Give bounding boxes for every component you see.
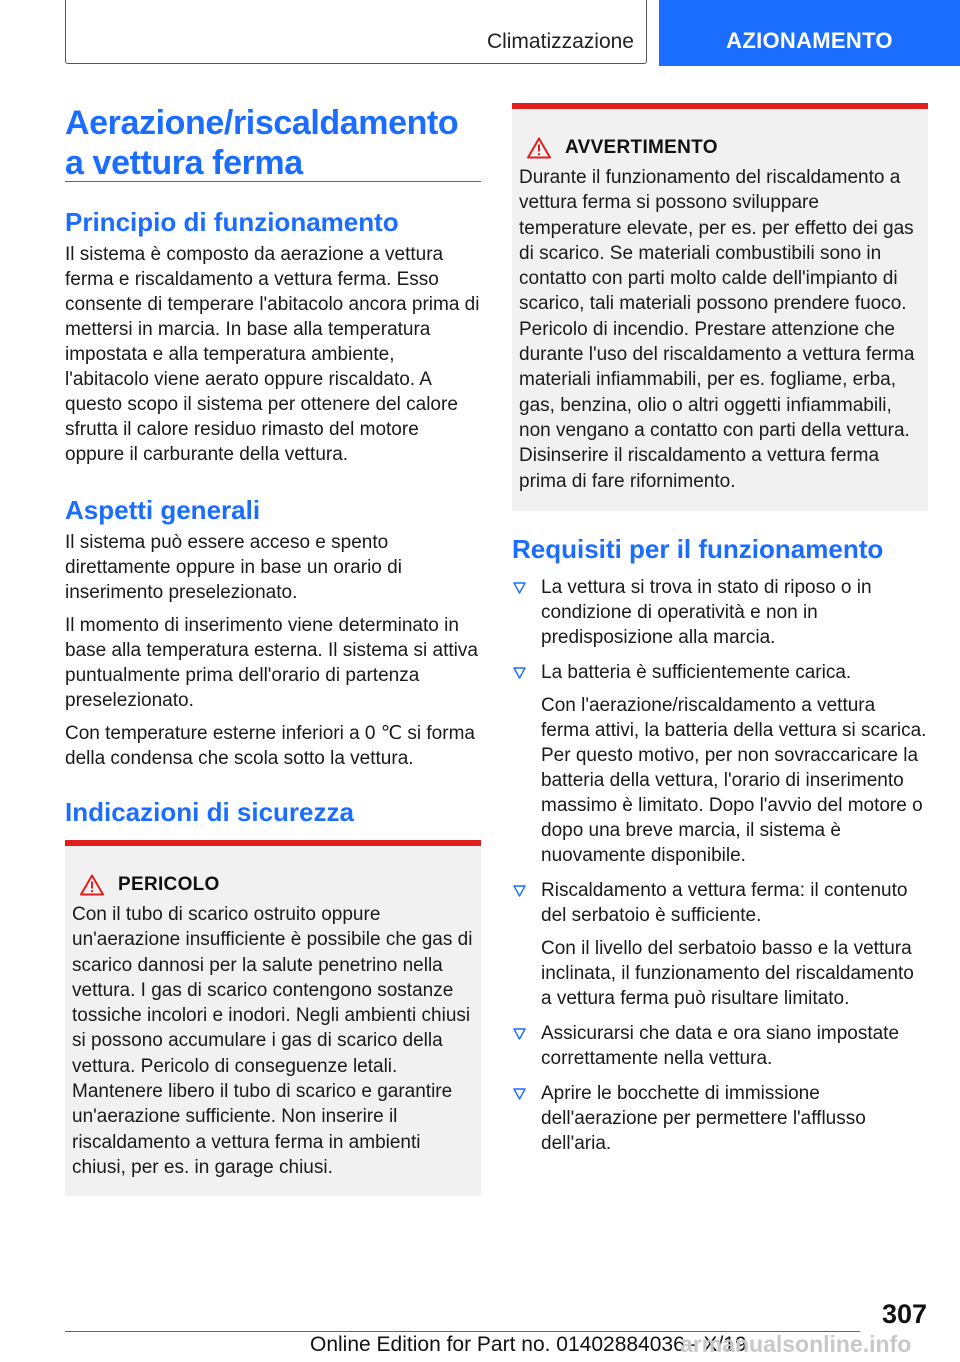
list-item-text: La batteria è sufficientemente carica. — [541, 662, 852, 683]
section-safety — [65, 796, 481, 828]
footer-watermark: armanualsonline.info — [680, 1331, 912, 1357]
warning-box-danger — [65, 840, 481, 1196]
list-item — [512, 1081, 928, 1156]
text-general-3: Con temperature esterne inferiori a 0 ℃ si forma della condensa che scola sotto la vettura. — [65, 723, 475, 769]
triangle-bullet-icon — [513, 1028, 526, 1040]
warning-text-danger: Con il tubo di scarico ostruito oppure un'aerazione insufficiente è possibile che gas di scarico dannosi per la salute penetrino nella vettura. I gas di scarico contengono sostanze tossiche incolori e inodori. Negli ambienti chiusi si possono accumulare i gas di scarico della vettura. Pericolo di conseguenze letali. Mantenere libero il tubo di scarico e garantire un'aerazione sufficiente. Non inserire il riscaldamento a vettura ferma in ambienti chiusi, per es. in garage chiusi. — [72, 904, 473, 1178]
warning-triangle-icon — [527, 137, 551, 159]
list-item — [512, 660, 928, 868]
warning-text-caution: Durante il funzionamento del riscaldamento a vettura ferma si possono sviluppare temperature elevate, per es. per effetto dei gas di scarico. Se materiali combustibili sono in contatto con parti molto calde dell'impianto di scarico, tali materiali possono prendere fuoco. Pericolo di incendio. Prestare attenzione che durante l'uso del riscaldamento a vettura ferma materiali infiammabili, per es. fogliame, erba, gas, benzina, olio o altri oggetti infiammabili, non vengano a contatto con parti della vettura. Disinserire il riscaldamento a vettura ferma prima di fare rifornimento. — [519, 167, 915, 492]
list-item-text: Aprire le bocchette di immissione dell'aerazione per permettere l'afflusso dell'aria. — [541, 1083, 866, 1154]
heading-safety: Indicazioni di sicurezza — [65, 797, 354, 827]
warning-label-danger: PERICOLO — [118, 874, 220, 895]
warning-triangle-icon — [80, 874, 104, 896]
header-chapter-tab: AZIONAMENTO — [659, 0, 960, 66]
requirements-list — [512, 575, 928, 1156]
footer-edition: Online Edition for Part no. 01402884036 - X/19 — [310, 1333, 747, 1356]
section-principle — [65, 206, 481, 467]
header-section-title: Climatizzazione — [486, 30, 634, 53]
list-item — [512, 575, 928, 650]
list-item — [512, 1021, 928, 1071]
triangle-bullet-icon — [513, 1088, 526, 1100]
section-general — [65, 494, 481, 771]
text-general-1: Il sistema può essere acceso e spento direttamente oppure in base un orario di inserimento preselezionato. — [65, 532, 402, 603]
list-item-text: Riscaldamento a vettura ferma: il contenuto del serbatoio è sufficiente. — [541, 880, 908, 926]
list-item-text: La vettura si trova in stato di riposo o in condizione di operatività e non in predisposizione alla marcia. — [541, 577, 872, 648]
page-number: 307 — [881, 1299, 927, 1329]
text-general-2: Il momento di inserimento viene determinato in base alla temperatura esterna. Il sistema si attiva puntualmente prima dell'orario di partenza preselezionato. — [65, 615, 478, 711]
header-section-box — [65, 0, 647, 64]
section-requirements — [512, 533, 928, 1166]
title-divider — [65, 181, 481, 182]
warning-box-caution — [512, 103, 928, 511]
list-item — [512, 878, 928, 1011]
page-title: Aerazione/riscaldamento a vettura ferma — [65, 104, 459, 182]
heading-principle: Principio di funzionamento — [65, 207, 399, 237]
triangle-bullet-icon — [513, 667, 526, 679]
list-item-note: Con l'aerazione/riscaldamento a vettura ferma attivi, la batteria della vettura si scarica. Per questo motivo, per non sovraccaricare la batteria della vettura, l'orario di inserimento massimo è limitato. Dopo l'avvio del motore o dopo una breve marcia, il sistema è nuovamente disponibile. — [541, 695, 927, 866]
triangle-bullet-icon — [513, 582, 526, 594]
warning-label-caution: AVVERTIMENTO — [565, 137, 718, 158]
heading-general: Aspetti generali — [65, 495, 261, 525]
triangle-bullet-icon — [513, 885, 526, 897]
heading-requirements: Requisiti per il funzionamento — [512, 534, 884, 564]
list-item-text: Assicurarsi che data e ora siano impostate correttamente nella vettura. — [541, 1023, 900, 1069]
text-principle: Il sistema è composto da aerazione a vettura ferma e riscaldamento a vettura ferma. Esso consente di temperare l'abitacolo ancora prima di mettersi in marcia. In base alla temperatura impostata e alla temperatura ambiente, l'abitacolo viene aerato oppure riscaldato. A questo scopo il sistema per ottenere del calore sfrutta il calore residuo rimasto del motore oppure il carburante della vettura. — [65, 244, 480, 465]
list-item-note: Con il livello del serbatoio basso e la vettura inclinata, il funzionamento del riscaldamento a vettura ferma può risultare limitato. — [541, 938, 914, 1009]
